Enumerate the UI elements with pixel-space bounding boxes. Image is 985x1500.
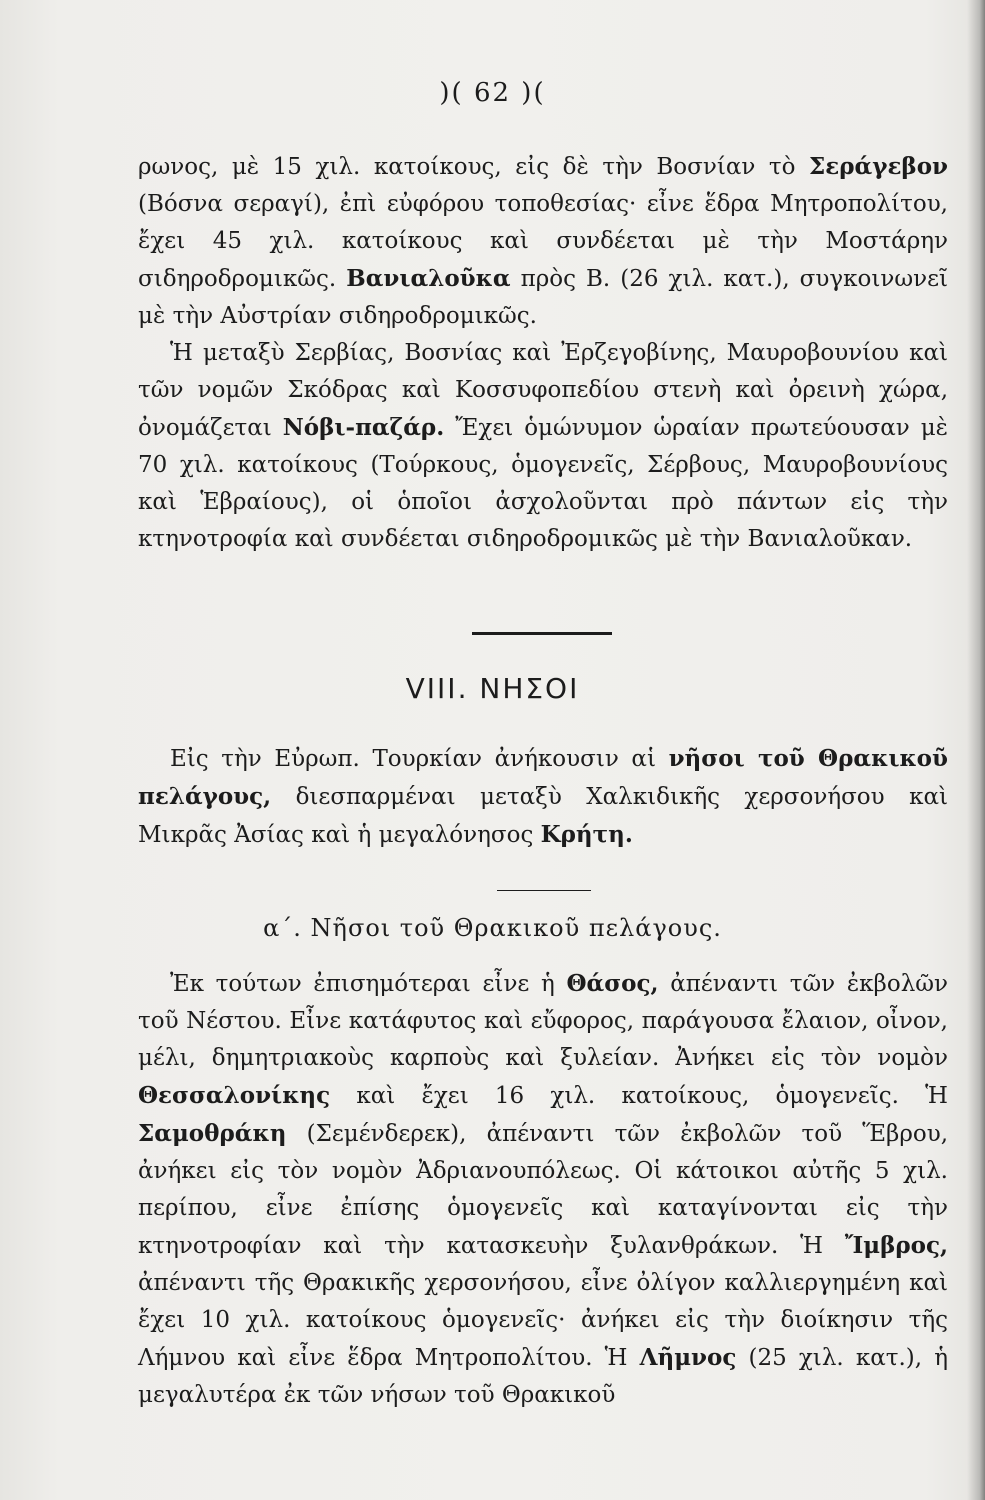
text-run: (Σεμένδερεκ), ἀπέναντι τῶν ἐκβολῶν τοῦ Ἕβρου, ἀνήκει εἰς τὸν νομὸν Ἀδριανουπόλεως. Οἱ κάτοικοι αὐτῆς 5 χιλ. περίπου, εἶνε ἐπίσης ὁμογενεῖς καὶ καταγίνονται εἰς τὴν κτηνοτροφίαν καὶ τὴν κατασκευὴν ξυλανθράκων. Ἡ <box>138 1121 948 1259</box>
place-name-crete: Κρήτη. <box>540 821 633 848</box>
place-name-imbros: Ἴμβρος, <box>844 1232 948 1259</box>
term-thracian-sea-islands: νῆσοι τοῦ Θρακικοῦ πελάγους, <box>138 745 948 810</box>
place-name-novi-pazar: Νόβι-παζάρ. <box>282 414 445 441</box>
text-run: (25 χιλ. κατ.), ἡ μεγαλυτέρα ἐκ τῶν νήσων τοῦ Θρακικοῦ <box>138 1345 948 1408</box>
text-run: Ἡ μεταξὺ Σερβίας, Βοσνίας καὶ Ἐρζεγοβίνης, Μαυροβουνίου καὶ τῶν νομῶν Σκόδρας καὶ Κοσσυφοπεδίου στενὴ καὶ ὀρεινὴ χώρα, ὀνομάζεται <box>138 340 948 441</box>
text-block-intro <box>138 148 948 558</box>
text-block-thracian-islands <box>138 965 948 1414</box>
place-name-thasos: Θάσος, <box>566 970 659 997</box>
text-run: καὶ ἔχει 16 χιλ. κατοίκους, ὁμογενεῖς. Ἡ <box>330 1083 948 1109</box>
place-name-samothrace: Σαμοθράκη <box>138 1120 287 1147</box>
place-name-lemnos: Λῆμνος <box>639 1344 737 1371</box>
text-run: Εἰς τὴν Εὐρωπ. Τουρκίαν ἀνήκουσιν αἱ <box>170 746 669 772</box>
text-run: ἀπέναντι τῶν ἐκβολῶν τοῦ Νέστου. Εἶνε κατάφυτος καὶ εὔφορος, παράγουσα ἔλαιον, οἶνον, μέλι, δημητριακοὺς καρποὺς καὶ ξυλείαν. Ἀνήκει εἰς τὸν νομὸν <box>138 971 949 1071</box>
text-run: ρωνος, μὲ 15 χιλ. κατοίκους, εἰς δὲ τὴν Βοσνίαν τὸ <box>138 154 810 180</box>
text-run: πρὸς Β. (26 χιλ. κατ.), συγκοινωνεῖ μὲ τὴν Αὐστρίαν σιδηροδρομικῶς. <box>138 266 949 329</box>
subsection-heading: α΄. Νῆσοι τοῦ Θρακικοῦ πελάγους. <box>263 914 722 942</box>
paragraph-islands <box>138 740 948 854</box>
paragraph-sarajevo <box>138 148 948 335</box>
place-name-sarajevo: Σεράγεβον <box>809 153 948 180</box>
paragraph-thasos <box>138 965 948 1414</box>
subsection-divider <box>497 890 591 891</box>
text-run: ἀπέναντι τῆς Θρακικῆς χερσονήσου, εἶνε ὀλίγον καλλιεργημένη καὶ ἔχει 10 χιλ. κατοίκους ὁμογενεῖς· ἀνήκει εἰς τὴν διοίκησιν τῆς Λήμνου καὶ εἶνε ἕδρα Μητροπολίτου. Ἡ <box>138 1270 948 1371</box>
page-number: )( 62 )( <box>439 78 546 108</box>
text-run: διεσπαρμέναι μεταξὺ Χαλκιδικῆς χερσονήσου καὶ Μικρᾶς Ἀσίας καὶ ἡ μεγαλόνησος <box>138 784 948 848</box>
text-run: Ἔχει ὁμώνυμον ὡραίαν πρωτεύουσαν μὲ 70 χιλ. κατοίκους (Τούρκους, ὁμογενεῖς, Σέρβους, Μαυροβουνίους καὶ Ἑβραίους), οἱ ὁποῖοι ἀσχολοῦνται πρὸ πάντων εἰς τὴν κτηνοτροφία καὶ συνδέεται σιδηροδρομικῶς μὲ τὴν Βανιαλοῦκαν. <box>138 415 948 552</box>
text-block-islands <box>138 740 948 854</box>
paragraph-novi-pazar <box>138 335 948 558</box>
text-run: (Βόσνα σεραγί), ἐπὶ εὐφόρου τοποθεσίας· εἶνε ἕδρα Μητροπολίτου, ἔχει 45 χιλ. κατοίκους καὶ συνδέεται μὲ τὴν Μοστάρην σιδηροδρομικῶς. <box>138 191 948 292</box>
place-name-banja-luka: Βανιαλοῦκα <box>346 265 511 292</box>
page-edge-shadow <box>967 0 985 1500</box>
place-name-thessaloniki: Θεσσαλονίκης <box>138 1082 331 1109</box>
text-run: Ἐκ τούτων ἐπισημότεραι εἶνε ἡ <box>170 971 567 997</box>
section-divider <box>472 632 612 635</box>
section-heading: VIII. ΝΗΣΟΙ <box>405 672 580 705</box>
